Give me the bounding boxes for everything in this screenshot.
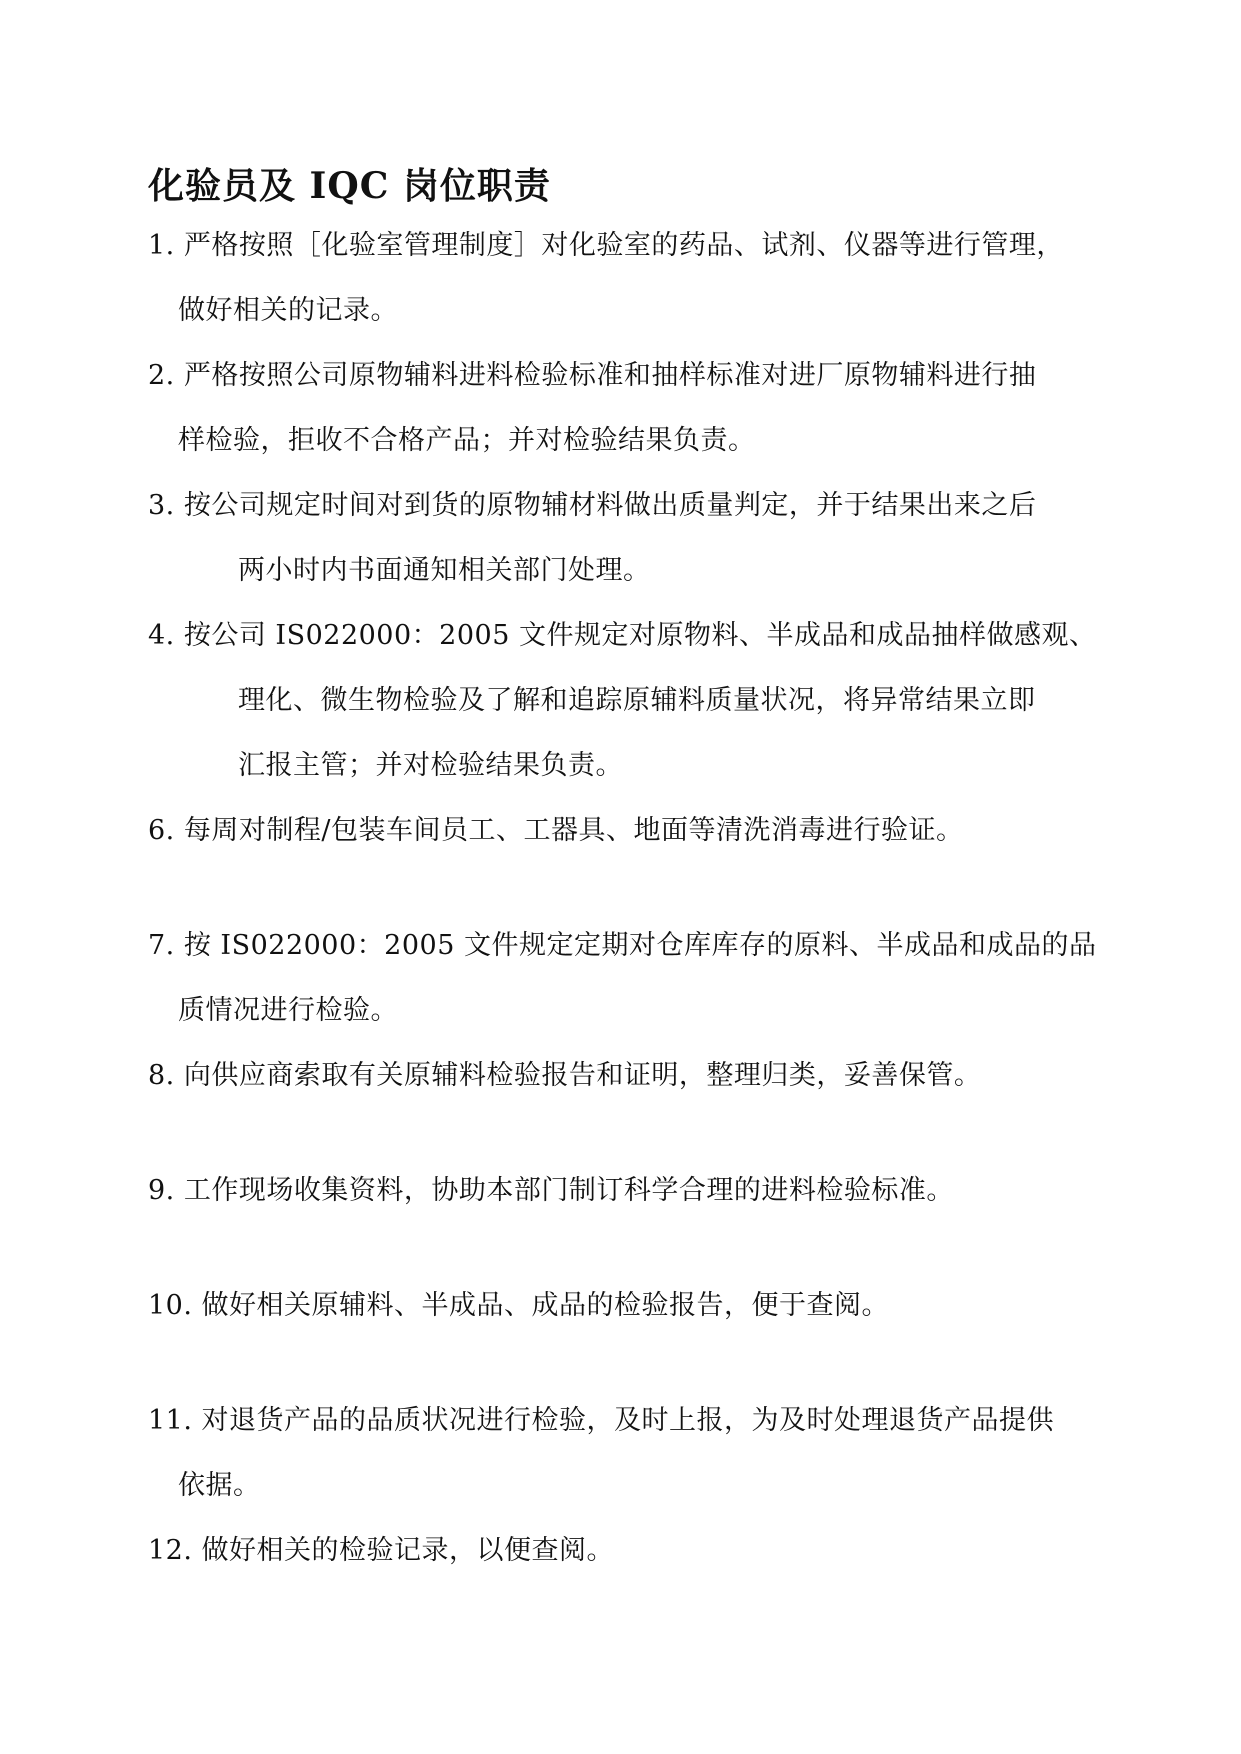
item-6-line-1: 6. 每周对制程/包装车间员工、工器具、地面等清洗消毒进行验证。 [148,815,964,846]
page-title: 化验员及 IQC 岗位职责 [148,165,551,207]
item-4-line-2: 理化、微生物检验及了解和追踪原辅料质量状况，将异常结果立即 [238,685,1036,716]
item-2-line-2: 样检验，拒收不合格产品；并对检验结果负责。 [178,425,756,456]
item-10-line-1: 10. 做好相关原辅料、半成品、成品的检验报告，便于查阅。 [148,1290,890,1321]
item-11-line-1: 11. 对退货产品的品质状况进行检验，及时上报，为及时处理退货产品提供 [148,1405,1055,1436]
item-3-line-2: 两小时内书面通知相关部门处理。 [238,555,651,586]
item-9-line-1: 9. 工作现场收集资料，协助本部门制订科学合理的进料检验标准。 [148,1175,954,1206]
item-4-line-3: 汇报主管；并对检验结果负责。 [238,750,623,781]
item-7-line-2: 质情况进行检验。 [178,995,398,1026]
item-2-line-1: 2. 严格按照公司原物辅料进料检验标准和抽样标准对进厂原物辅料进行抽 [148,360,1037,391]
item-8-line-1: 8. 向供应商索取有关原辅料检验报告和证明，整理归类，妥善保管。 [148,1060,982,1091]
item-1-line-2: 做好相关的记录。 [178,295,398,326]
item-3-line-1: 3. 按公司规定时间对到货的原物辅材料做出质量判定，并于结果出来之后 [148,490,1037,521]
item-12-line-1: 12. 做好相关的检验记录，以便查阅。 [148,1535,615,1566]
item-11-line-2: 依据。 [178,1470,261,1501]
item-7-line-1: 7. 按 IS022000：2005 文件规定定期对仓库库存的原料、半成品和成品的品 [148,930,1097,961]
item-4-line-1: 4. 按公司 IS022000：2005 文件规定对原物料、半成品和成品抽样做感观、 [148,620,1097,651]
item-1-line-1: 1. 严格按照［化验室管理制度］对化验室的药品、试剂、仪器等进行管理， [148,230,1064,261]
